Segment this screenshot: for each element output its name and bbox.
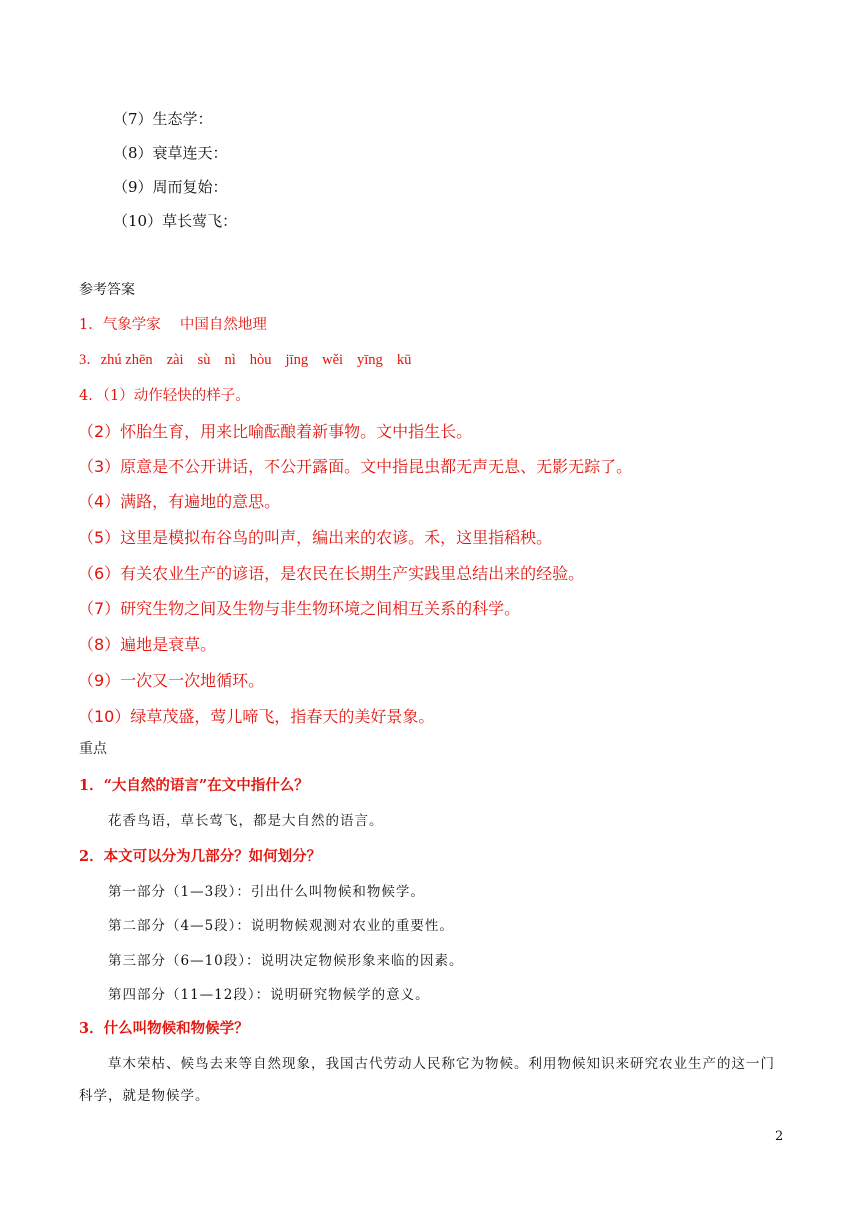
key-question-3: 3．什么叫物候和物候学？: [79, 1020, 249, 1037]
answer-3-pinyin: [79, 353, 425, 368]
answer-4-3: （3）原意是不公开讲话，不公开露面。文中指昆虫都无声无息、无影无踪了。: [78, 457, 633, 476]
answer-3-label: 3．: [79, 352, 101, 368]
pinyin-word: kū: [396, 352, 412, 368]
pinyin-word: wěi: [322, 352, 344, 368]
question-8: （8）衰草连天：: [113, 144, 228, 162]
key-question-1: 1．“大自然的语言”在文中指什么？: [79, 777, 309, 794]
key-question-2: 2．本文可以分为几部分？如何划分？: [79, 848, 322, 865]
key-answer-2-part-2: 第二部分（4—5段）：说明物候观测对农业的重要性。: [108, 918, 454, 934]
page-number: 2: [775, 1129, 784, 1144]
question-7: （7）生态学：: [113, 110, 213, 128]
pinyin-word: jīng: [285, 352, 309, 368]
answer-4-7: （7）研究生物之间及生物与非生物环境之间相互关系的科学。: [78, 599, 521, 618]
key-answer-1: 花香鸟语，草长莺飞，都是大自然的语言。: [108, 813, 384, 829]
pinyin-word: nì: [224, 352, 236, 368]
key-answer-3: 草木荣枯、候鸟去来等自然现象，我国古代劳动人民称它为物候。利用物候知识来研究农业生产的这一门科学，就是物候学。: [79, 1056, 775, 1104]
answer-4-1: 4．（1）动作轻快的样子。: [79, 388, 250, 404]
pinyin-word: zhú zhēn: [100, 352, 153, 368]
key-heading: 重点: [79, 741, 107, 757]
pinyin-word: hòu: [249, 352, 272, 368]
key-answer-2-part-1: 第一部分（1—3段）：引出什么叫物候和物候学。: [108, 884, 425, 900]
answer-4-2: （2）怀胎生育，用来比喻酝酿着新事物。文中指生长。: [78, 422, 473, 441]
answer-4-5: （5）这里是模拟布谷鸟的叫声，编出来的农谚。禾，这里指稻秧。: [78, 528, 553, 547]
question-10: （10）草长莺飞：: [113, 212, 238, 230]
answer-heading: 参考答案: [79, 282, 135, 298]
key-answer-2-part-4: 第四部分（11—12段）：说明研究物候学的意义。: [108, 987, 430, 1003]
answer-4-10: （10）绿草茂盛，莺儿啼飞，指春天的美好景象。: [78, 707, 435, 726]
answer-4-9: （9）一次又一次地循环。: [78, 671, 265, 690]
answer-1: 1．气象学家 中国自然地理: [79, 317, 267, 333]
answer-4-4: （4）满路，有遍地的意思。: [78, 492, 281, 511]
answer-4-8: （8）遍地是衰草。: [78, 635, 217, 654]
answer-4-6: （6）有关农业生产的谚语，是农民在长期生产实践里总结出来的经验。: [78, 564, 585, 583]
key-answer-2-part-3: 第三部分（6—10段）：说明决定物候形象来临的因素。: [108, 953, 464, 969]
question-9: （9）周而复始：: [113, 178, 228, 196]
pinyin-word: yīng: [357, 352, 383, 368]
pinyin-word: sù: [197, 352, 211, 368]
pinyin-word: zài: [166, 352, 184, 368]
